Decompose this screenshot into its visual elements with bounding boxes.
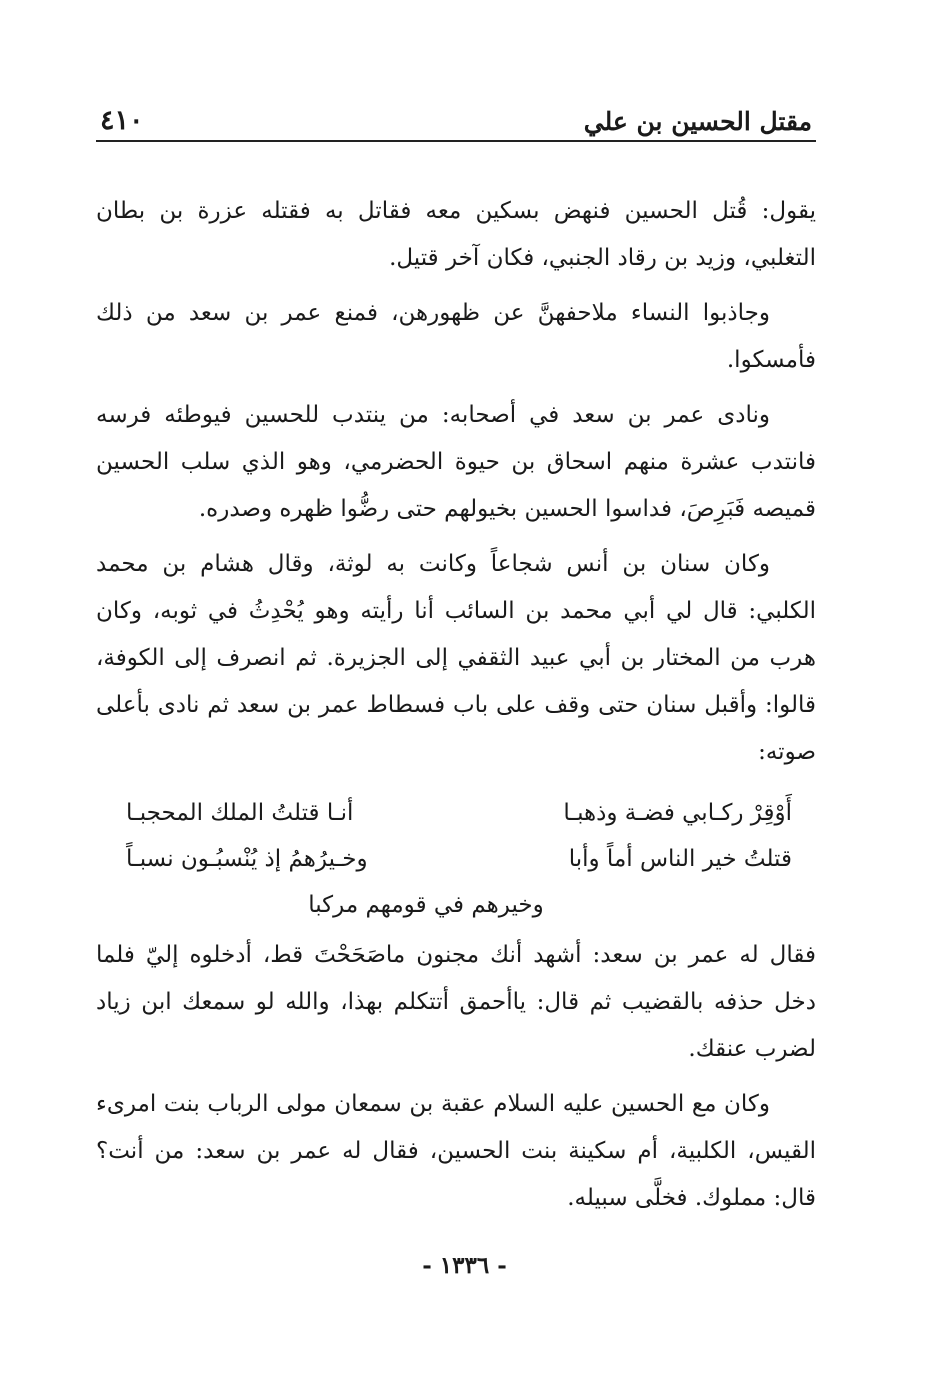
body-text xyxy=(96,188,816,1222)
paragraph-3: ونادى عمر بن سعد في أصحابه: من ينتدب للحسين فيوطئه فرسه فانتدب عشرة منهم اسحاق بن حيوة الحضرمي، وهو الذي سلب الحسين قميصه فَبَرِصَ، فداسوا الحسين بخيولهم حتى رضُّوا ظهره وصدره. xyxy=(96,402,816,522)
poem xyxy=(96,790,816,928)
paragraph-2: وجاذبوا النساء ملاحفهنَّ عن ظهورهن، فمنع عمر بن سعد من ذلك فأمسكوا. xyxy=(96,300,816,373)
poem-line-2 xyxy=(96,836,816,882)
page-number: ٤١٠ xyxy=(100,105,144,136)
poem-line-3: وخيرهم في قومهم مركبا xyxy=(308,892,544,918)
folio-number: - ١٣٣٦ - xyxy=(422,1252,507,1279)
paragraph-1: يقول: قُتل الحسين فنهض بسكين معه فقاتل به فقتله عزرة بن بطان التغلبي، وزيد بن رقاد الجنبي، فكان آخر قتيل. xyxy=(96,198,816,271)
book-page xyxy=(96,92,816,1230)
paragraph-6: وكان مع الحسين عليه السلام عقبة بن سمعان مولى الرباب بنت امرىء القيس، الكلبية، أم سكينة بنت الحسين، فقال له عمر بن سعد: من أنت؟ قال: مملوك. فخلَّى سبيله. xyxy=(96,1091,816,1211)
running-header xyxy=(96,92,816,142)
poem-hemistich: أنـا قتلتُ الملك المحجبـا xyxy=(126,800,354,826)
paragraph-5: فقال له عمر بن سعد: أشهد أنك مجنون ماصَحَحْتَ قط، أدخلوه إليّ فلما دخل حذفه بالقضيب ثم قال: ياأحمق أتتكلم بهذا، والله لو سمعك ابن زياد لضرب عنقك. xyxy=(96,942,816,1062)
poem-hemistich: أَوْقِرْ ركـابي فضـة وذهبـا xyxy=(563,800,792,826)
book-title: مقتل الحسين بن علي xyxy=(583,107,812,136)
poem-hemistich: وخـيرُهمُ إذ يُنْسبُـون نسبـاً xyxy=(126,846,368,872)
poem-hemistich: قتلتُ خير الناس أماً وأبا xyxy=(568,846,792,872)
poem-line-1 xyxy=(96,790,816,836)
paragraph-4: وكان سنان بن أنس شجاعاً وكانت به لوثة، وقال هشام بن محمد الكلبي: قال لي أبي محمد بن السائب أنا رأيته وهو يُحْدِثُ في ثوبه، وكان هرب من المختار بن أبي عبيد الثقفي إلى الجزيرة. ثم انصرف إلى الكوفة، قالوا: وأقبل سنان حتى وقف على باب فسطاط عمر بن سعد ثم نادى بأعلى صوته: xyxy=(96,551,816,765)
